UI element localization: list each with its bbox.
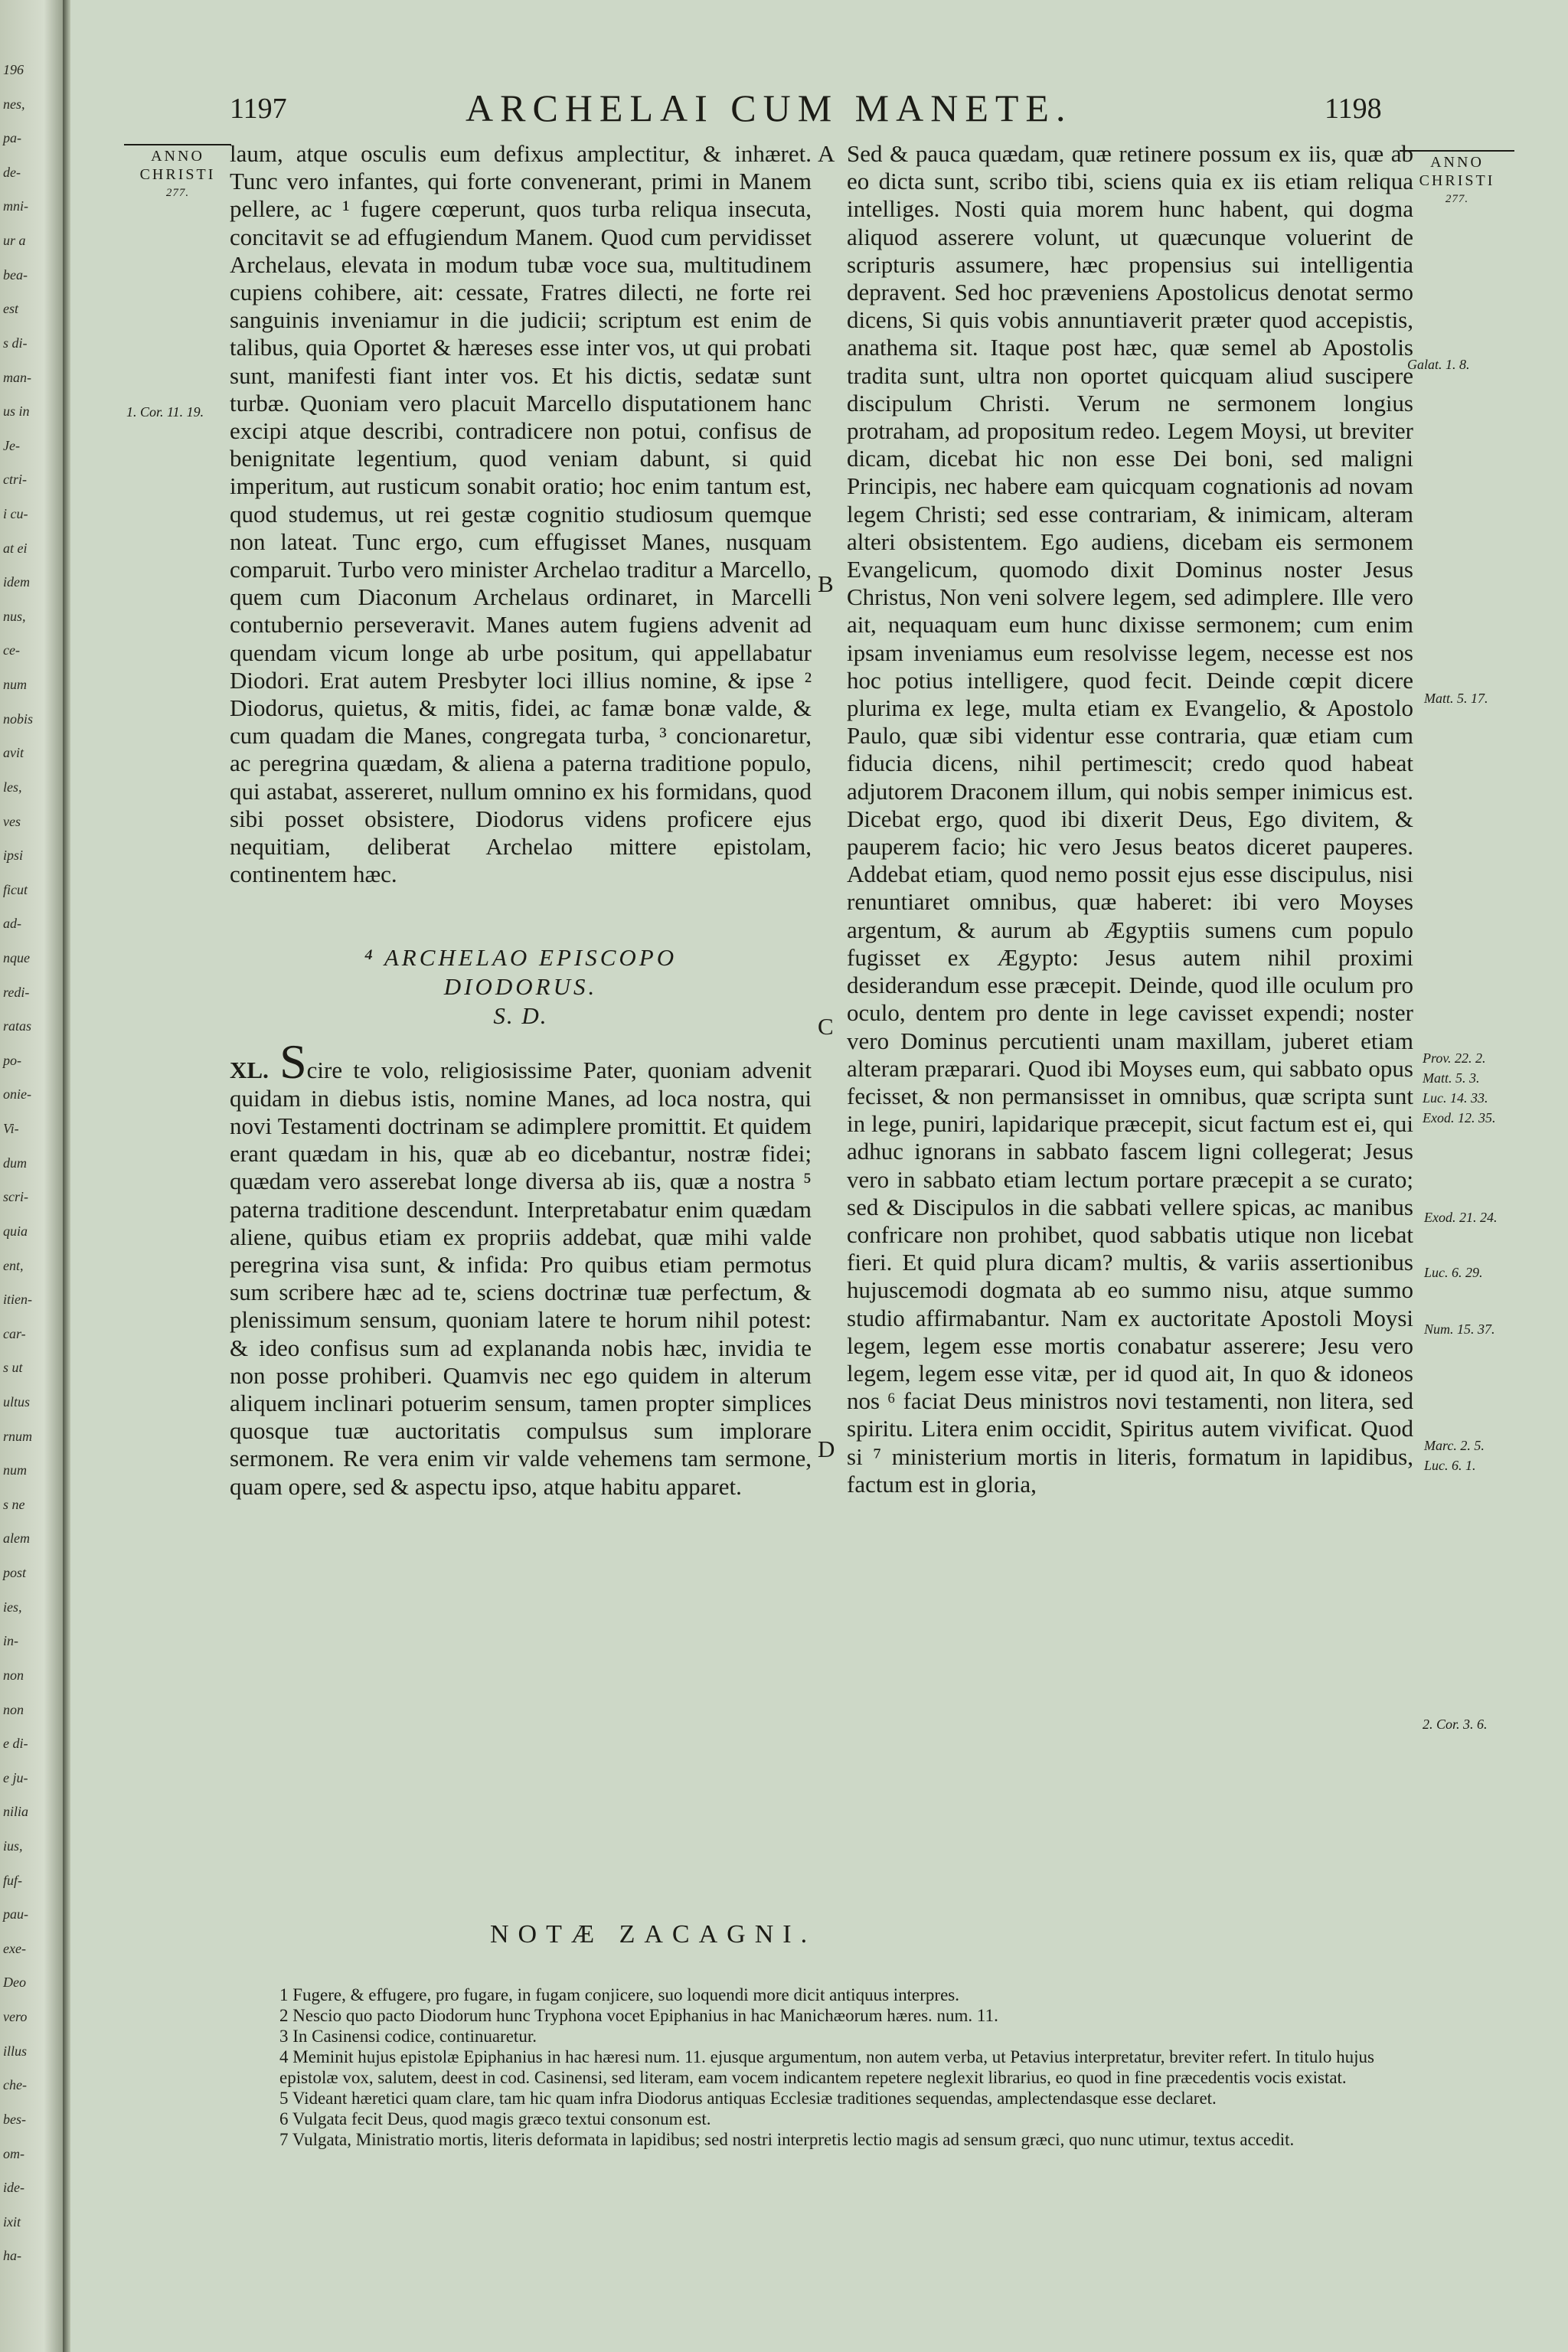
anno-year: 277. xyxy=(1445,193,1469,205)
edge-fragment: non xyxy=(3,1667,24,1683)
margin-ref-galat: Galat. 1. 8. xyxy=(1407,357,1470,372)
edge-fragment: s ne xyxy=(3,1496,25,1512)
edge-fragment: om- xyxy=(3,2145,24,2161)
edge-fragment: i cu- xyxy=(3,506,28,521)
edge-fragment: nque xyxy=(3,950,30,965)
footnote: 3 In Casinensi codice, continuaretur. xyxy=(279,2027,537,2046)
anno-christi-right xyxy=(1400,150,1514,208)
margin-ref-1-cor: 1. Cor. 11. 19. xyxy=(126,404,204,420)
edge-fragment: ur a xyxy=(3,233,26,249)
edge-fragment: e di- xyxy=(3,1736,28,1752)
edge-fragment: Deo xyxy=(3,1975,26,1991)
letter-heading-line-2: DIODORUS. xyxy=(443,973,598,1001)
edge-fragment: ves xyxy=(3,813,21,829)
section-letter-d: D xyxy=(818,1436,835,1462)
footnote: 5 Videant hæretici quam clare, tam hic quam infra Diodorus antiquas Ecclesiæ traditiones sequendas, amplectendasque esse declaret. xyxy=(279,2089,1217,2108)
edge-fragment: illus xyxy=(3,2043,28,2059)
margin-ref-luc-14: Luc. 14. 33. xyxy=(1423,1090,1488,1106)
margin-ref-matt-5-3: Matt. 5. 3. xyxy=(1423,1070,1480,1086)
edge-fragment: de- xyxy=(3,164,21,180)
footnote: 4 Meminit hujus epistolæ Epiphanius in hac hæresi num. 11. ejusque argumentum, non autem verba, ut Petavius interpretatur, breviter refert. In titulo hujus epistolæ vox, salutem, deest in cod. Casinensi, sed literam, eam vocem indicantem repetere neglexit librarius, eo quod in fine præcedentis vocis existat. xyxy=(279,2047,1374,2087)
edge-fragment: num xyxy=(3,1462,27,1478)
edge-fragment: dum xyxy=(3,1155,27,1171)
edge-fragment: ad- xyxy=(3,916,21,932)
page-number-right: 1198 xyxy=(1325,93,1382,125)
edge-fragment: nobis xyxy=(3,710,34,727)
letter-body: cire te volo, religiosissime Pater, quoniam advenit quidam in diebus istis, nomine Manes, ad loca nostra, qui novi Testamenti doctrinam se adimplere promittit. Et quidem erant quædam in his, quæ ab eo dicebantur, nostræ fidei; quædam vero asserebat longe diversa ab iis, quæ a nostra ⁵ paterna traditione descendunt. Interpretabatur enim quædam aliene, quibus etiam ex propriis addebat, quæ mihi valde peregrina visa sunt, & infida: Pro quibus etiam permotus sum scribere hæc ad te, sciens doctrinæ tuæ perfectum, & plenissimum sensum, quoniam latere te horum nihil potest: & ideo confisus sum ad explananda nobis hæc, invidia te non posse prohiberi. Quamvis nec ego quidem in alterum aliquem inclinari potuerim sensum, tamen propter simplices quosque tuæ auctoritatis compulsus sum implorare sermonem. Re vera enim vir valde vehemens tam sermone, quam opere, sed & aspectu ipso, atque habitu apparet. xyxy=(230,1057,812,1500)
edge-fragment: scri- xyxy=(3,1189,28,1205)
margin-ref-2-cor: 2. Cor. 3. 6. xyxy=(1423,1717,1488,1732)
edge-fragment: ficut xyxy=(3,881,28,897)
edge-fragment: car- xyxy=(3,1325,26,1341)
anno-word: ANNO xyxy=(151,148,204,165)
edge-fragment: ius, xyxy=(3,1838,23,1854)
edge-fragment: vero xyxy=(3,2009,28,2025)
edge-fragment: est xyxy=(3,301,18,317)
edge-fragment: mni- xyxy=(3,198,28,214)
anno-word: ANNO xyxy=(1430,154,1484,171)
book-gutter xyxy=(63,0,70,2352)
letter-heading-line-3: S. D. xyxy=(493,1002,548,1030)
footnote: 1 Fugere, & effugere, pro fugare, in fugam conjicere, suo loquendi more dicit antiquus interpres. xyxy=(279,1985,959,2004)
christi-word: CHRISTI xyxy=(1419,172,1495,189)
section-letter-a: A xyxy=(818,140,835,167)
edge-fragment: pa- xyxy=(3,130,21,146)
section-letter-c: C xyxy=(818,1013,834,1040)
notes-title: NOTÆ ZACAGNI. xyxy=(490,1920,817,1949)
margin-ref-matt-5-17: Matt. 5. 17. xyxy=(1424,691,1488,706)
section-letter-b: B xyxy=(818,570,834,597)
anno-rule xyxy=(124,144,231,145)
margin-ref-exod-21: Exod. 21. 24. xyxy=(1424,1210,1498,1225)
edge-fragment: us in xyxy=(3,403,30,420)
margin-ref-num-15: Num. 15. 37. xyxy=(1424,1321,1495,1337)
margin-ref-prov: Prov. 22. 2. xyxy=(1423,1050,1486,1066)
edge-fragment: les, xyxy=(3,779,22,795)
edge-fragment: rnum xyxy=(3,1428,33,1444)
footnote: 6 Vulgata fecit Deus, quod magis græco textui consonum est. xyxy=(279,2109,711,2128)
edge-fragment: num xyxy=(3,677,27,693)
edge-fragment: at ei xyxy=(3,540,28,556)
edge-fragment: ce- xyxy=(3,642,20,658)
anno-christi-left xyxy=(124,144,231,202)
christi-word: CHRISTI xyxy=(139,166,216,183)
edge-fragment: ipsi xyxy=(3,848,24,864)
edge-fragment: in- xyxy=(3,1633,18,1649)
edge-fragment: quia xyxy=(3,1223,28,1239)
edge-fragment: post xyxy=(3,1565,27,1581)
edge-fragment: alem xyxy=(3,1530,30,1547)
edge-fragment: ultus xyxy=(3,1394,31,1410)
edge-fragment: man- xyxy=(3,369,31,385)
letter-heading-line-1: ⁴ ARCHELAO EPISCOPO xyxy=(364,944,678,972)
edge-fragment: itien- xyxy=(3,1292,32,1308)
edge-fragment: nilia xyxy=(3,1804,29,1820)
edge-fragment: Je- xyxy=(3,437,20,453)
edge-fragment: e ju- xyxy=(3,1769,28,1785)
section-number: XL. xyxy=(230,1057,269,1084)
edge-fragment: non xyxy=(3,1701,24,1717)
margin-ref-luc-6-1: Luc. 6. 1. xyxy=(1424,1458,1476,1473)
edge-fragment: fuf- xyxy=(3,1872,22,1888)
right-column xyxy=(847,140,1413,1498)
edge-fragment: exe- xyxy=(3,1940,26,1956)
margin-ref-marc-2: Marc. 2. 5. xyxy=(1424,1438,1485,1453)
letter-heading xyxy=(230,943,812,1031)
footnote: 2 Nescio quo pacto Diodorum hunc Tryphona vocet Epiphanius in hac Manichæorum hæres. num. 11. xyxy=(279,2006,998,2025)
edge-fragment: ixit xyxy=(3,2213,21,2230)
anno-rule xyxy=(1400,150,1514,152)
left-column xyxy=(230,140,812,1501)
edge-fragment: ide- xyxy=(3,2180,24,2196)
edge-fragment: Vi- xyxy=(3,1121,19,1137)
drop-cap: S xyxy=(279,1034,307,1089)
margin-ref-exod-12: Exod. 12. 35. xyxy=(1423,1110,1496,1125)
edge-fragment: ent, xyxy=(3,1257,24,1273)
edge-fragment: avit xyxy=(3,745,24,761)
facing-page-edge xyxy=(0,0,63,2352)
left-paragraph-2 xyxy=(230,1034,812,1500)
edge-fragment: ctri- xyxy=(3,472,27,488)
edge-fragment: idem xyxy=(3,574,30,590)
edge-fragment: onie- xyxy=(3,1086,31,1102)
edge-fragment: nes, xyxy=(3,96,25,112)
page-number-left: 1197 xyxy=(230,93,287,125)
edge-fragment: s di- xyxy=(3,335,28,351)
edge-fragment: nus, xyxy=(3,608,26,624)
edge-fragment: s ut xyxy=(3,1360,23,1376)
edge-fragment: ies, xyxy=(3,1599,22,1615)
edge-fragment: che- xyxy=(3,2077,27,2093)
footnote: 7 Vulgata, Ministratio mortis, literis deformata in lapidibus; sed nostri interpretis lectio magis ad sensum græci, quo nunc utimur, textus accedit. xyxy=(279,2130,1295,2149)
edge-fragment: po- xyxy=(3,1052,21,1068)
edge-fragment: pau- xyxy=(3,1906,28,1922)
left-paragraph-1: laum, atque osculis eum defixus amplectitur, & inhæret. Tunc vero infantes, qui forte convenerant, primi in Manem pellere, ac ¹ fugere cœperunt, quos turba reliqua insecuta, concitavit se ad effugiendum Manem. Quod cum pervidisset Archelaus, elevata in modum tubæ voce sua, multitudinem cupiens cohibere, ait: cessate, Fratres dilecti, ne forte rei sanguinis inveniamur in die judicii; scriptum est enim de talibus, quia Oportet & hæreses esse inter vos, ut qui probati sunt, manifesti fiant inter vos. Et his dictis, sedatæ sunt turbæ. Quoniam vero placuit Marcello disputationem hanc excipi atque describi, contradicere non potui, confisus de benignitate legentium, quod veniam dabunt, si quid imperitum, aut rusticum sonabit oratio; hoc enim tantum est, quod studemus, ut rei gestæ cognitio studiosum quemque non lateat. Tunc ergo, cum effugisset Manes, nusquam comparuit. Turbo vero minister Archelao traditur a Marcello, quem cum Diaconum Archelaus ordinaret, in Marcelli contubernio perseveravit. Manes autem fugiens advenit ad quendam vicum longe ab urbe positum, qui appellabatur Diodori. Erat autem Presbyter loci illius nomine, & ipse ² Diodorus, quietus, & mitis, fidei, ac famæ bonæ valde, & cum quadam die Manes, congregata turba, ³ concionaretur, ac peregrina quædam, & aliena a paterna traditione populo, qui astabat, assereret, nullum omnino ex his formidans, quod sibi posset obsistere, Diodorus videns proficere ejus nequitiam, deliberat Archelao mittere epistolam, continentem hæc. xyxy=(230,140,812,888)
anno-year: 277. xyxy=(165,187,190,199)
running-title: ARCHELAI CUM MANETE. xyxy=(466,87,1073,129)
edge-fragment: bea- xyxy=(3,266,28,283)
edge-fragment: 196 xyxy=(3,62,24,77)
edge-fragment: bes- xyxy=(3,2111,26,2127)
margin-ref-luc-6-29: Luc. 6. 29. xyxy=(1424,1265,1483,1280)
footnotes xyxy=(279,1984,1413,2150)
edge-fragment: ratas xyxy=(3,1018,32,1034)
edge-fragment: redi- xyxy=(3,984,30,1000)
edge-fragment: ha- xyxy=(3,2248,21,2264)
right-paragraph: Sed & pauca quædam, quæ retinere possum ex iis, quæ ab eo dicta sunt, scribo tibi, sciens quia ex iis etiam reliqua intelliges. Nosti quia morem hunc habent, qui dogma aliquod asserere volunt, ut quæcunque voluerint de scripturis assumere, hæc propensius sui intelligentia depravent. Sed hoc præveniens Apostolicus denotat sermo dicens, Si quis vobis annuntiaverit præter quod accepistis, anathema sit. Itaque post hæc, quæ semel ab Apostolis tradita sunt, ultra non oportet quicquam aliud suscipere discipulum Christi. Verum ne sermonem longius protraham, ad propositum redeo. Legem Moysi, ut breviter dicam, dicebat hic non esse Dei boni, sed maligni Principis, nec habere eam quicquam cognationis ad novam legem Christi; sed esse contrariam, & inimicam, alteram alteri obsistentem. Ego audiens, dicebam eis sermonem Evangelicum, quomodo dixit Dominus noster Jesus Christus, Non veni solvere legem, sed adimplere. Ille vero ait, nequaquam eum hunc dixisse sermonem; cum enim ipsam inveniamus eum resolvisse legem, necesse est nos hoc potius intelligere, quod fecit. Deinde cœpit dicere plurima ex lege, multa etiam ex Evangelio, & Apostolo Paulo, quæ sibi videntur esse contraria, quæ etiam cum fiducia dicens, nihil pertimescit; credo quod habeat adjutorem Draconem illum, qui nobis semper inimicus est. Dicebat ergo, quod ibi dixerit Deus, Ego divitem, & pauperem facio; hic vero Jesus beatos diceret pauperes. Addebat etiam, quod nemo possit ejus esse discipulus, nisi renuntiaret omnibus, quæ haberet: ibi vero Moyses argentum, & aurum ab Ægyptiis sumens cum populo fugisset ex Ægypto: Jesus autem nihil proximi desiderandum esse præcepit. Deinde, quod ille oculum pro oculo, dentem pro dente in lege cavisset expendi; noster vero Dominus percutienti unam maxillam, juberet etiam alteram præparari. Quod ibi Moyses eum, qui sabbato opus fecisset, & non permansisset in omnibus, quæ scripta sunt in lege, puniri, lapidarique præcepit, sicut factum est ei, qui adhuc ignorans in sabbato fascem ligni collegerat; Jesus vero in sabbato etiam lectum portare præcepit a se curato; sed & Discipulos in die sabbati vellere spicas, ac manibus confricare non prohibet, quod sabbatis utique non licebat fieri. Et quid plura dicam? multis, & variis assertionibus hujuscemodi dogmata ab eo summo nisu, atque summo studio affirmabantur. Nam ex auctoritate Apostoli Moysi legem, legem esse mortis conabatur asserere; Jesu vero legem, legem esse vitæ, per id quod ait, In quo & idoneos nos ⁶ faciat Deus ministros novi testamenti, non litera, sed spiritu. Litera enim occidit, Spiritus autem vivificat. Quod si ⁷ ministerium mortis in literis, formatum in lapidibus, factum est in gloria, xyxy=(847,140,1413,1498)
